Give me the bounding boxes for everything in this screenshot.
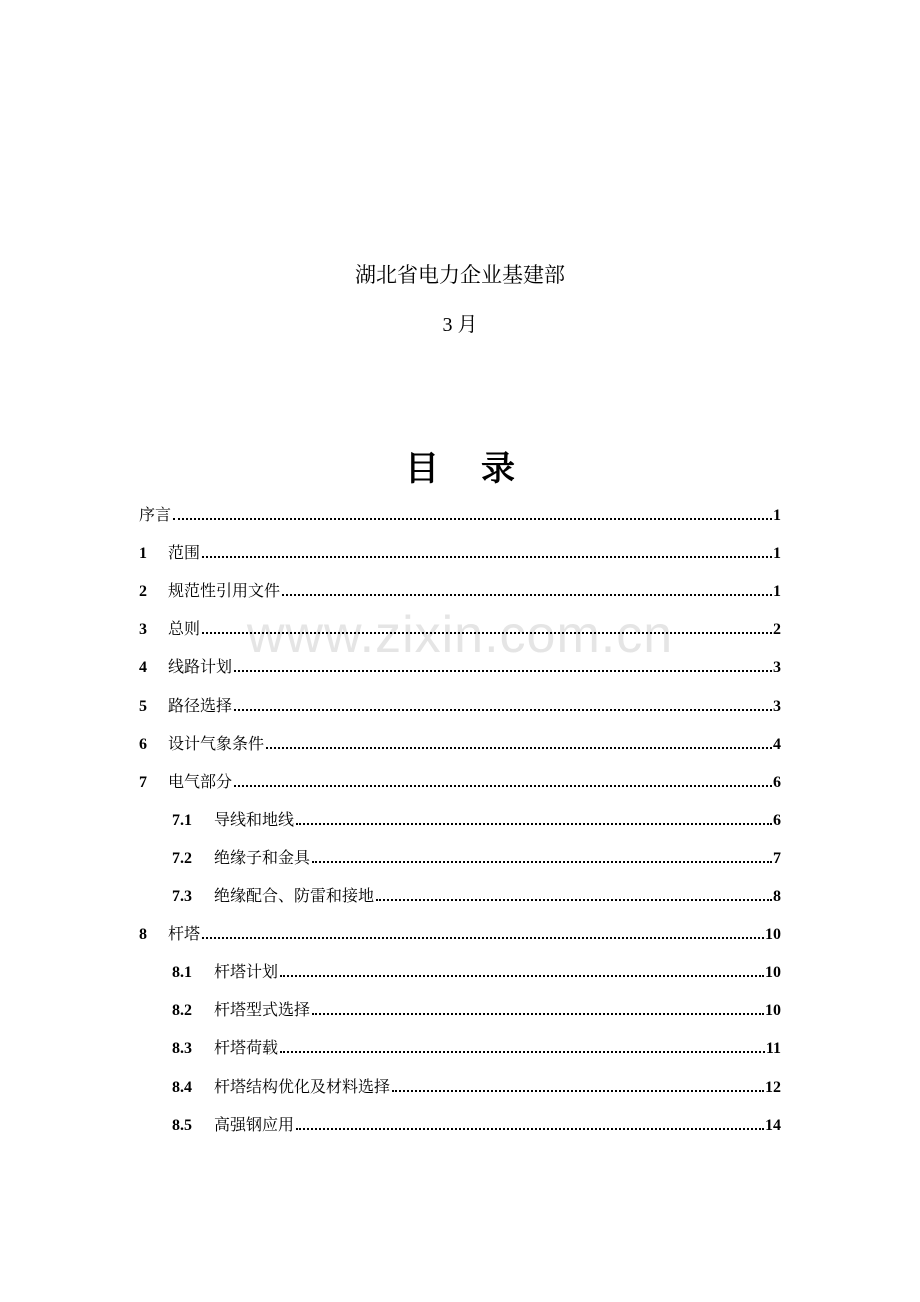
toc-entry[interactable]: [139, 914, 781, 944]
toc-leader-dots: [296, 1128, 764, 1130]
toc-entry-number: 7.3: [172, 888, 192, 905]
toc-entry-label: 路径选择: [168, 696, 233, 715]
organization-name: 湖北省电力企业基建部: [355, 263, 565, 287]
toc-entry-page: 6: [773, 774, 781, 791]
toc-entry-number: 7.2: [172, 850, 192, 867]
toc-leader-dots: [202, 556, 772, 558]
toc-leader-dots: [202, 632, 772, 634]
toc-subentry[interactable]: [172, 1067, 781, 1097]
toc-entry-page: 10: [765, 926, 781, 943]
toc-leader-dots: [280, 1051, 765, 1053]
toc-leader-dots: [312, 861, 772, 863]
toc-entry-number: 2: [139, 583, 147, 600]
toc-entry-number: 8.1: [172, 964, 192, 981]
toc-entry-label: 杆塔型式选择: [214, 1000, 311, 1019]
toc-leader-dots: [392, 1090, 764, 1092]
toc-entry-number: 8.4: [172, 1079, 192, 1096]
document-date: 3 月: [442, 314, 478, 336]
toc-entry-label: 设计气象条件: [168, 734, 265, 753]
toc-entry-page: 3: [773, 659, 781, 676]
toc-entry-page: 1: [773, 583, 781, 600]
toc-entry-page: 12: [765, 1079, 781, 1096]
toc-leader-dots: [376, 899, 772, 901]
toc-entry-label: 杆塔结构优化及材料选择: [214, 1077, 391, 1096]
watermark: www.zixin.com.cn: [246, 606, 674, 664]
toc-entry-label: 规范性引用文件: [168, 581, 281, 600]
toc-entry-label: 高强钢应用: [214, 1115, 295, 1134]
toc-entry-page: 2: [773, 621, 781, 638]
toc-entry-page: 7: [773, 850, 781, 867]
toc-entry-page: 4: [773, 736, 781, 753]
toc-entry-page: 10: [765, 964, 781, 981]
toc-entry-number: 7: [139, 774, 147, 791]
toc-subentry[interactable]: [172, 990, 781, 1020]
toc-title-char-2: 录: [481, 449, 515, 489]
toc-subentry[interactable]: [172, 838, 781, 868]
toc-entry-number: 5: [139, 698, 147, 715]
toc-entry-label: 序言: [139, 505, 172, 524]
toc-entry-page: 1: [773, 545, 781, 562]
toc-leader-dots: [202, 937, 764, 939]
toc-entry[interactable]: [139, 533, 781, 563]
toc-entry[interactable]: [139, 495, 781, 525]
toc-entry[interactable]: [139, 571, 781, 601]
toc-entry-label: 杆塔: [168, 924, 201, 943]
toc-entry-number: 8.3: [172, 1040, 192, 1057]
toc-subentry[interactable]: [172, 800, 781, 830]
toc-entry-number: 8.2: [172, 1002, 192, 1019]
toc-entry-number: 8: [139, 926, 147, 943]
toc-entry-page: 14: [765, 1117, 781, 1134]
toc-entry-label: 线路计划: [168, 657, 233, 676]
toc-entry-label: 总则: [168, 619, 201, 638]
toc-subentry[interactable]: [172, 952, 781, 982]
toc-leader-dots: [280, 975, 764, 977]
toc-leader-dots: [234, 785, 772, 787]
toc-entry-page: 6: [773, 812, 781, 829]
toc-entry-number: 4: [139, 659, 147, 676]
toc-title-char-1: 目: [405, 449, 439, 489]
toc-leader-dots: [234, 709, 772, 711]
toc-leader-dots: [173, 518, 772, 520]
toc-entry-label: 绝缘配合、防雷和接地: [214, 886, 375, 905]
toc-entry-number: 6: [139, 736, 147, 753]
toc-entry-page: 10: [765, 1002, 781, 1019]
toc-entry[interactable]: [139, 609, 781, 639]
toc-subentry[interactable]: [172, 876, 781, 906]
toc-entry-page: 1: [773, 507, 781, 524]
toc-entry-page: 11: [765, 1040, 781, 1057]
toc-entry-number: 8.5: [172, 1117, 192, 1134]
toc-entry[interactable]: [139, 686, 781, 716]
toc-entry[interactable]: [139, 647, 781, 677]
toc-subentry[interactable]: [172, 1028, 781, 1058]
toc-leader-dots: [296, 823, 772, 825]
toc-entry-number: 1: [139, 545, 147, 562]
toc-leader-dots: [266, 747, 772, 749]
toc-entry-label: 范围: [168, 543, 201, 562]
toc-entry-number: 7.1: [172, 812, 192, 829]
toc-entry-number: 3: [139, 621, 147, 638]
toc-entry-label: 绝缘子和金具: [214, 848, 311, 867]
toc-entry[interactable]: [139, 724, 781, 754]
toc-entry-label: 杆塔荷载: [214, 1038, 279, 1057]
toc-entry-label: 电气部分: [168, 772, 233, 791]
toc-subentry[interactable]: [172, 1105, 781, 1135]
toc-leader-dots: [282, 594, 772, 596]
toc-leader-dots: [312, 1013, 764, 1015]
toc-entry-label: 导线和地线: [214, 810, 295, 829]
toc-title: [0, 444, 920, 494]
toc-entry-page: 8: [773, 888, 781, 905]
toc-entry-label: 杆塔计划: [214, 962, 279, 981]
toc-entry[interactable]: [139, 762, 781, 792]
toc-entry-page: 3: [773, 698, 781, 715]
toc-leader-dots: [234, 670, 772, 672]
